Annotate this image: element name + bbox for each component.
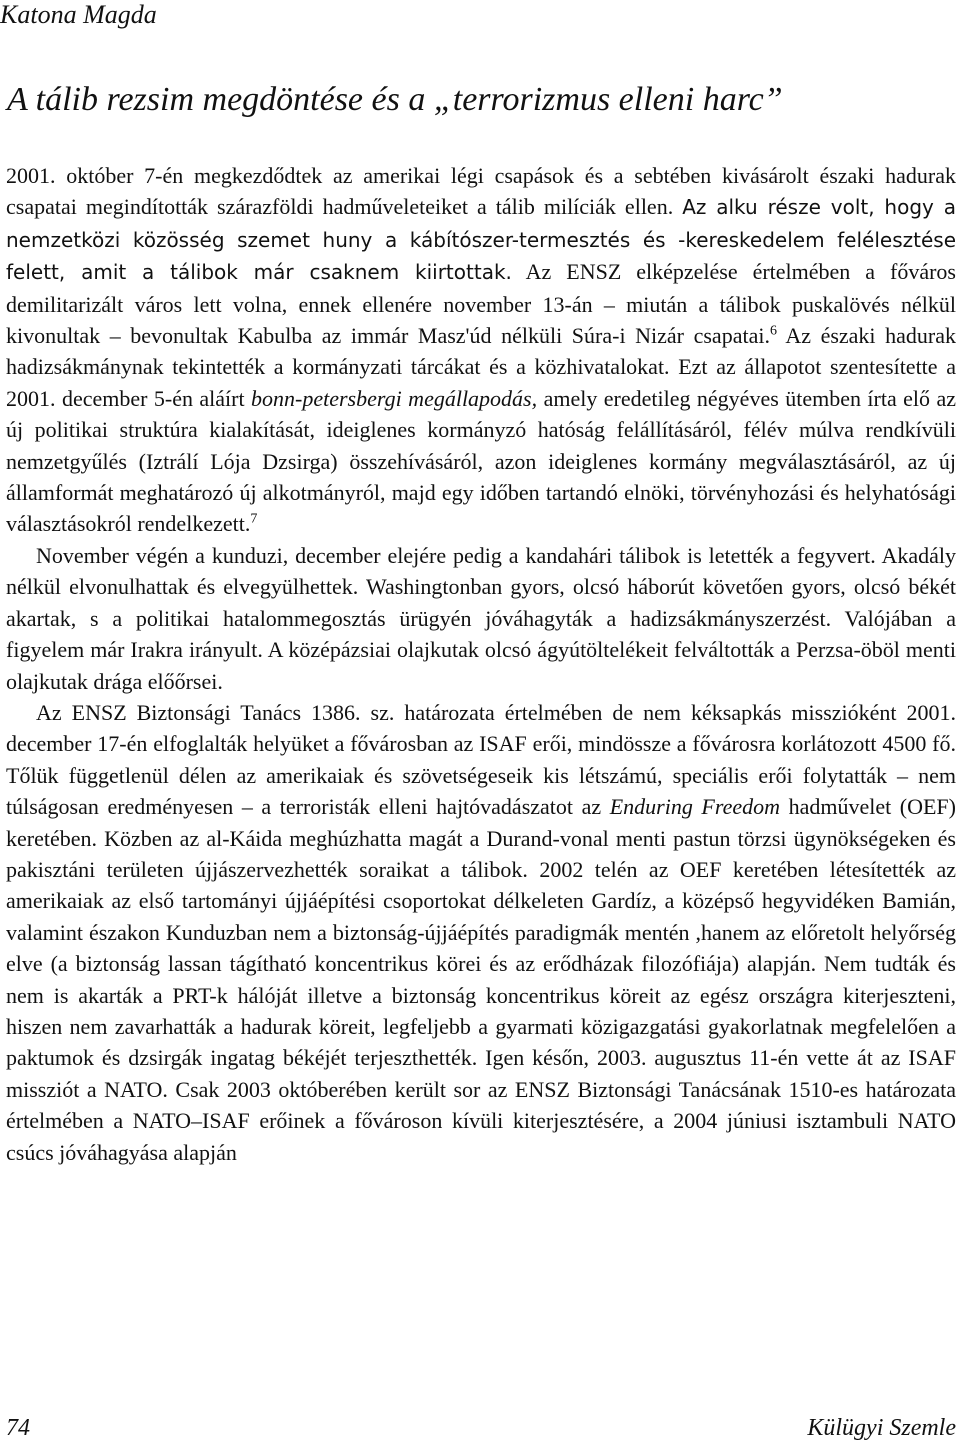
paragraph-3-part-c: hadművelet (OEF) keretében. Közben az al-Káida meghúzhatta magát a Durand-vonal menti pastun törzsi ügynökségeken és pakisztáni területen újjászervezhették soraikat a tálibok. 2002 telén az OEF keretében létesítették az amerikaiak az első tartományi újjáépítési csoportokat délkeleten Gardíz, a középső hegyvidéken Bamián, valamint északon Kunduzban nem a biztonság-újjáépítés paradigmák mentén ,hanem az előretolt helyőrség elve (a biztonság lassan tágítható koncentrikus körei és az erődházak filozófiája) alapján. Nem tudták és nem is akarták a PRT-k hálóját illetve a biztonság koncentrikus köreit az egész országra kiterjeszteni, hiszen nem zavarhatták a hadurak köreit, legfeljebb a gyarmati közigazgatási gyakorlatnak megfelelően a paktumok és dzsirgák ingatag békéjét terjeszthették. Igen későn, 2003. augusztus 11-én vette át az ISAF missziót a NATO. Csak 2003 októberében került sor az ENSZ Biztonsági Tanácsának 1510-es határozata értelmében a NATO–ISAF erőinek a fővároson kívüli kiterjesztésére, a 2004 júniusi isztambuli NATO csúcs jóváhagyása alapján bbox=[6, 794, 956, 1165]
paragraph-1-part-c: Az ENSZ elképzelése értelmében a főváros demilitarizált város lett volna, ennek ellenére november 13-án – miután a tálibok puskalövés nélkül kivonultak – bevonultak Kabulba az immár Masz'úd nélküli Súra-i Nizár csapatai. bbox=[6, 259, 956, 349]
paragraph-3 bbox=[6, 697, 956, 1168]
running-head-author: Katona Magda bbox=[0, 0, 157, 29]
paragraph-1-emphasis: bonn-petersbergi megállapodás, bbox=[251, 385, 538, 411]
paragraph-1-part-a: 2001. október 7-én megkezdődtek az amerikai légi csapások és a sebtében kivásárolt északi hadurak csapatai megindították szárazföldi hadműveleteiket a tálib milíciák ellen. bbox=[6, 163, 956, 220]
footnote-marker-6[interactable]: 6 bbox=[769, 323, 777, 339]
paragraph-3-emphasis: Enduring Freedom bbox=[609, 794, 780, 820]
paragraph-1-part-d: Az északi hadurak hadizsákmánynak tekintették a kormányzati tárcákat és a közhivatalokat. Ezt az állapotot szentesítette a 2001. december 5-én aláírt bbox=[6, 323, 956, 411]
journal-name: Külügyi Szemle bbox=[807, 1415, 956, 1441]
article-title: A tálib rezsim megdöntése és a „terrorizmus elleni harc” bbox=[7, 81, 783, 118]
footnote-marker-7[interactable]: 7 bbox=[250, 512, 258, 528]
paragraph-3-part-a: Az ENSZ Biztonsági Tanács 1386. sz. határozata értelmében de nem kéksapkás misszióként 2001. december 17-én elfoglalták helyüket a fővárosban az ISAF erői, mindössze a fővárosra korlátozott 4500 fő. Tőlük függetlenül délen az amerikaiak és szövetségeseik kis létszámú, speciális erői folytatták – nem túlságosan eredményesen – a terroristák elleni hajtóvadászatot az bbox=[6, 699, 956, 820]
page-number: 74 bbox=[6, 1415, 30, 1441]
paragraph-2: November végén a kunduzi, december elejére pedig a kandahári tálibok is letették a fegyvert. Akadály nélkül elvonulhattak és elvegyülhettek. Washingtonban gyors, olcsó háborút követően gyors, olcsó békét akartak, s a politikai hatalommegosztás ürügyén jóváhagyták a hadizsákmányszerzést. Valójában a figyelem már Irakra irányult. A középázsiai olajkutak olcsó ágyútöltelékeit felváltották a Perzsa-öböl menti olajkutak drága előőrsei. bbox=[6, 542, 956, 694]
paragraph-1-part-b: Az alku része volt, hogy a nemzetközi közösség szemet huny a kábítószer-termesztés és -kereskedelem felélesztése felett, amit a tálibok már csaknem kiirtottak. bbox=[6, 195, 956, 285]
paragraph-1 bbox=[6, 160, 956, 540]
paragraph-1-part-f: amely eredetileg négyéves ütemben írta elő az új politikai struktúra kialakítását, ideiglenes kormányzó hatóság felállításáról, félév múlva rendkívüli nemzetgyűlés (Iztrálí Lója Dzsirga) összehívásáról, azon ideiglenes kormány megválasztásáról, az új államformát meghatározó új alkotmányról, majd egy időben tartandó elnöki, törvényhozási és helyhatósági választásokról rendelkezett. bbox=[6, 385, 956, 537]
article-body bbox=[6, 160, 956, 1168]
